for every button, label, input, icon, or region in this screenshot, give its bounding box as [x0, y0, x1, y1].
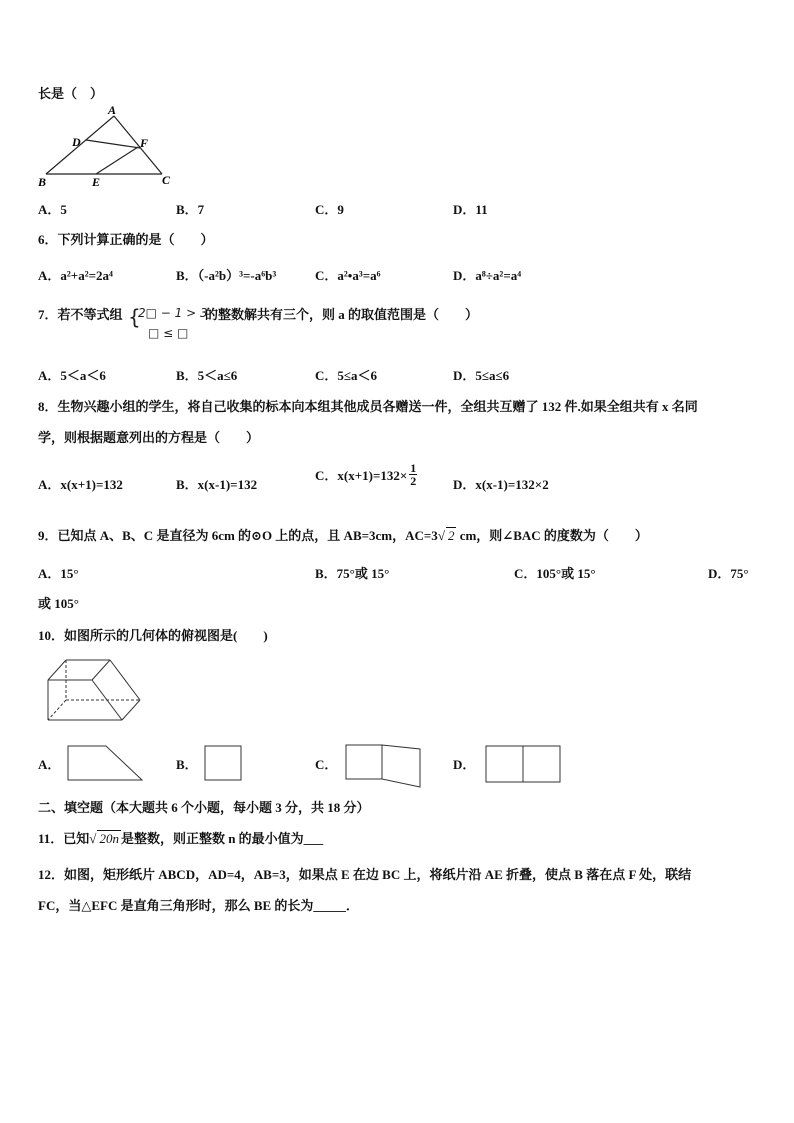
q10-option-a-label: A．	[38, 757, 61, 772]
q7-option-a: A．5＜a＜6	[38, 368, 106, 383]
solid-figure	[44, 656, 144, 724]
q5-option-c: C．9	[315, 202, 344, 217]
q8-option-b: B．x(x-1)=132	[176, 477, 258, 492]
q9-option-c: C．105°或 15°	[514, 566, 596, 581]
brace-icon: {	[128, 305, 141, 329]
label-E: E	[92, 175, 101, 189]
q12-line-2: FC，当△EFC 是直角三角形时，那么 BE 的长为_____．	[38, 898, 359, 913]
q12-line-1: 12．如图，矩形纸片 ABCD，AD=4，AB=3，如果点 E 在边 BC 上，将纸片沿 AE 折叠，使点 B 落在点 F 处，联结	[38, 867, 692, 882]
fraction-denominator: 2	[410, 474, 417, 488]
label-A: A	[108, 104, 117, 117]
q6-option-b: B．（-a²b）³=-a⁶b³	[176, 268, 277, 283]
q11-prefix: 11．已知	[38, 831, 90, 846]
q10-option-b-label: B．	[176, 757, 198, 772]
option-a-trapezoid-figure	[66, 744, 146, 784]
label-F: F	[140, 136, 149, 150]
q9-stem	[38, 525, 648, 544]
q8-option-c	[315, 462, 417, 487]
q7-option-c: C．5≤a＜6	[315, 368, 378, 383]
q5-tail-text: 长是（ ）	[38, 86, 104, 101]
option-c-folded-figure	[344, 741, 424, 789]
q7-option-d: D．5≤a≤6	[453, 368, 510, 383]
q9-radicand: 2	[447, 528, 455, 543]
q7-inequality-1: 2□ − 1 > 3	[138, 306, 208, 320]
q10-option-d-label: D．	[453, 757, 476, 772]
q5-option-d: D．11	[453, 202, 488, 217]
q10-option-c-label: C．	[315, 757, 338, 772]
q9-stem-part-a: 9．已知点 A、B、C 是直径为 6cm 的⊙O 上的点，且 AB=3cm，AC=3	[38, 528, 438, 543]
option-b-square-figure	[203, 744, 245, 784]
q7-prefix: 7．若不等式组	[38, 307, 123, 322]
sqrt-icon: √	[89, 831, 97, 846]
q8-option-c-text: C．x(x+1)=132×	[315, 468, 408, 483]
q8-option-a: A．x(x+1)=132	[38, 477, 123, 492]
fraction-numerator: 1	[410, 461, 417, 475]
q11-radicand: 20n	[99, 831, 119, 846]
fraction-half	[409, 462, 417, 487]
label-D: D	[72, 135, 81, 149]
q8-line-1: 8．生物兴趣小组的学生，将自己收集的标本向本组其他成员各赠送一件，全组共互赠了 132 件.如果全组共有 x 名同	[38, 399, 698, 414]
q9-option-a: A．15°	[38, 566, 79, 581]
label-C: C	[162, 173, 171, 187]
q11-stem	[38, 828, 323, 847]
label-B: B	[38, 175, 47, 189]
q9-option-b: B．75°或 15°	[315, 566, 390, 581]
q6-option-d: D．a⁸÷a²=a⁴	[453, 268, 522, 283]
q7-suffix: 的整数解共有三个，则 a 的取值范围是（ ）	[205, 307, 479, 322]
q7-inequality-2: □ ≤ □	[148, 326, 189, 340]
section-2-heading: 二、填空题（本大题共 6 个小题，每小题 3 分，共 18 分）	[38, 800, 370, 815]
q11-suffix: 是整数，则正整数 n 的最小值为___	[120, 831, 324, 846]
option-d-two-squares-figure	[484, 742, 564, 786]
q7-option-b: B．5＜a≤6	[176, 368, 238, 383]
q5-option-a: A．5	[38, 202, 67, 217]
q8-option-d: D．x(x-1)=132×2	[453, 477, 549, 492]
sqrt-icon: √	[437, 528, 445, 543]
q9-option-d: D．75°	[708, 566, 749, 581]
q9-stem-part-b: cm，则∠BAC 的度数为（ ）	[459, 528, 648, 543]
q10-stem: 10．如图所示的几何体的俯视图是( )	[38, 628, 268, 643]
q6-option-a: A．a²+a²=2a⁴	[38, 268, 113, 283]
q9-option-d-wrap: 或 105°	[38, 596, 79, 611]
triangle-figure	[34, 104, 184, 190]
q8-line-2: 学，则根据题意列出的方程是（ ）	[38, 430, 260, 445]
q5-option-b: B．7	[176, 202, 205, 217]
q6-option-c: C．a²•a³=a⁶	[315, 268, 381, 283]
q6-stem: 6．下列计算正确的是（ ）	[38, 232, 214, 247]
